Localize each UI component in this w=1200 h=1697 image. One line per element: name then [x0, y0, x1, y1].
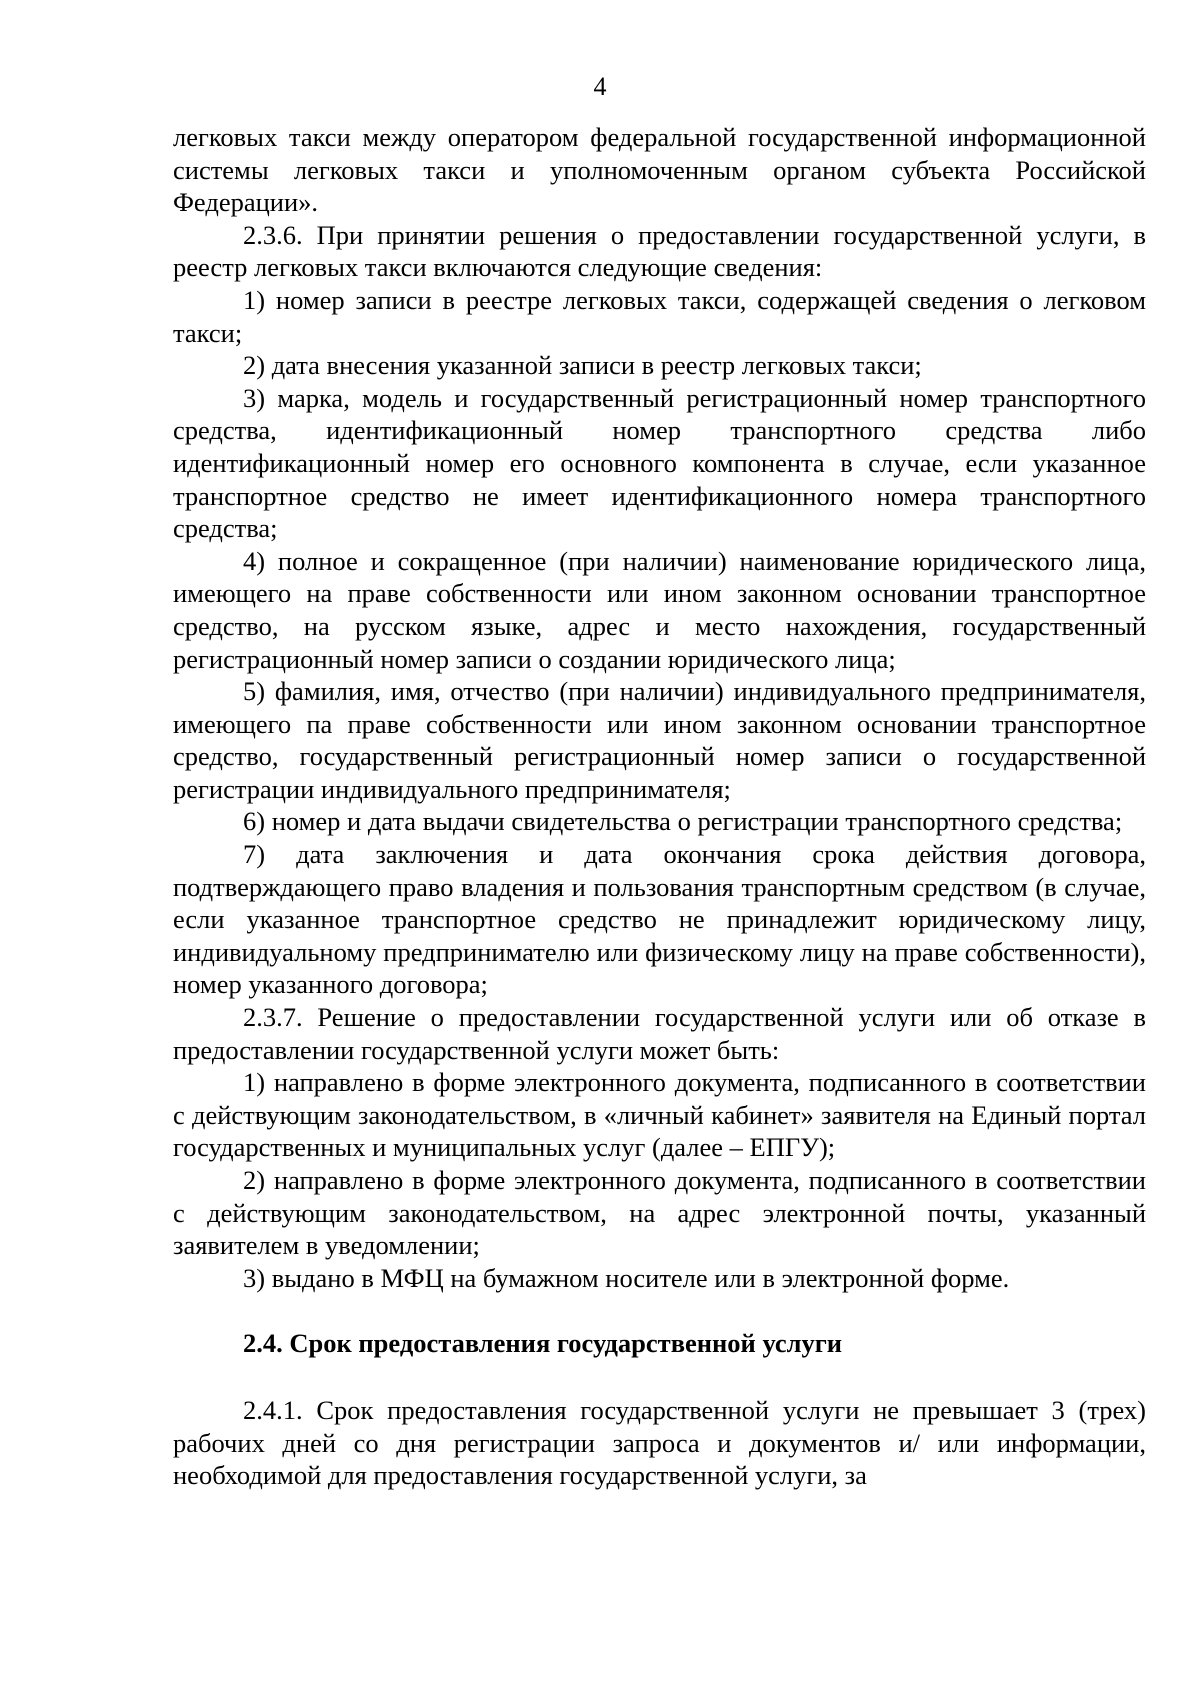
list-item-5: 5) фамилия, имя, отчество (при наличии) индивидуального предпринимателя, имеющего па праве собственности или ином законном основании транспортное средство, государственный регистрационный номер записи о государственной регистрации индивидуального предпринимателя; — [173, 676, 1146, 804]
page-number: 4 — [593, 72, 607, 101]
paragraph-2-3-6: 2.3.6. При принятии решения о предоставлении государственной услуги, в реестр легковых такси включаются следующие сведения: — [173, 219, 1146, 283]
list-item-2: 2) дата внесения указанной записи в реестр легковых такси; — [243, 350, 922, 381]
paragraph-2-3-7: 2.3.7. Решение о предоставлении государственной услуги или об отказе в предоставлении государственной услуги может быть: — [173, 1002, 1146, 1065]
delivery-item-2: 2) направлено в форме электронного документа, подписанного в соответствии с действующим законодательством, на адрес электронной почты, указанный заявителем в уведомлении; — [173, 1165, 1146, 1261]
paragraph-continuation: легковых такси между оператором федеральной государственной информационной системы легковых такси и уполномоченным органом субъекта Российской Федерации». — [173, 122, 1146, 218]
document-body — [173, 121, 1146, 1492]
list-item-1: 1) номер записи в реестре легковых такси, содержащей сведения о легковом такси; — [173, 284, 1146, 348]
spacer — [173, 1360, 1146, 1394]
paragraph-2-4-1: 2.4.1. Срок предоставления государственной услуги не превышает 3 (трех) рабочих дней со дня регистрации запроса и документов и/ или информации, необходимой для предоставления государственной услуги, за — [173, 1394, 1146, 1491]
section-heading: 2.4. Срок предоставления государственной услуги — [243, 1328, 843, 1359]
list-item-3: 3) марка, модель и государственный регистрационный номер транспортного средства, идентификационный номер транспортного средства либо идентификационный номер его основного компонента в случае, если указанное транспортное средство не имеет идентификационного номера транспортного средства; — [173, 382, 1146, 544]
list-item-7: 7) дата заключения и дата окончания срока действия договора, подтверждающего право владения и пользования транспортным средством (в случае, если указанное транспортное средство не принадлежит юридическому лицу, индивидуальному предпринимателю или физическому лицу на праве собственности), номер указанного договора; — [173, 839, 1146, 1000]
delivery-item-3: 3) выдано в МФЦ на бумажном носителе или в электронной форме. — [243, 1262, 1010, 1293]
list-item-4: 4) полное и сокращенное (при наличии) наименование юридического лица, имеющего на праве собственности или ином законном основании транспортное средство, на русском языке, адрес и место нахождения, государственный регистрационный номер записи о создании юридического лица; — [173, 545, 1146, 674]
spacer — [173, 1294, 1146, 1327]
delivery-item-1: 1) направлено в форме электронного документа, подписанного в соответствии с действующим законодательством, в «личный кабинет» заявителя на Единый портал государственных и муниципальных услуг (далее – ЕПГУ); — [173, 1067, 1146, 1163]
list-item-6: 6) номер и дата выдачи свидетельства о регистрации транспортного средства; — [243, 806, 1123, 837]
